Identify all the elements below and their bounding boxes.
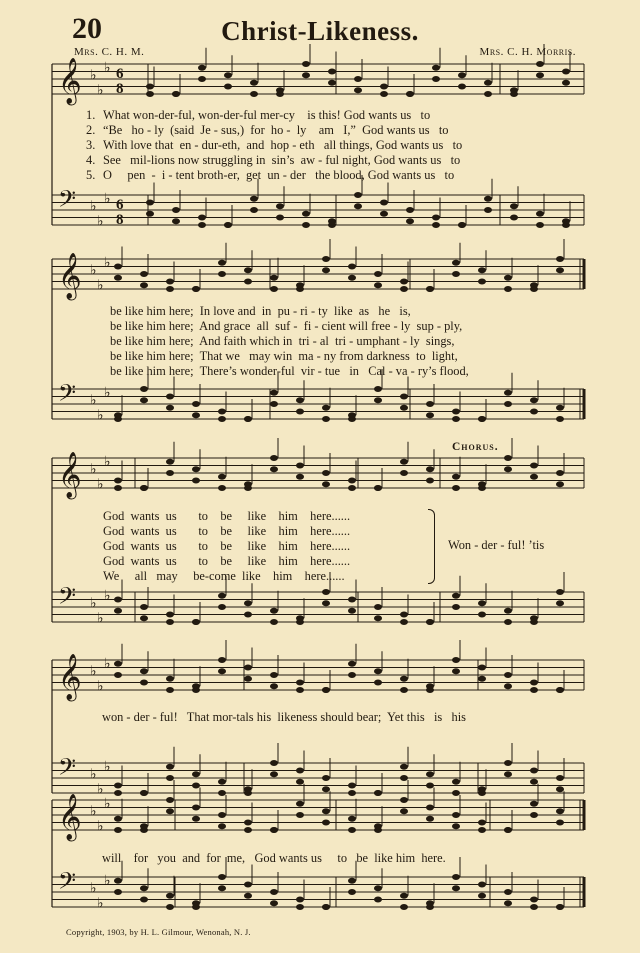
lyric-line: God wants us to be like him here...... — [103, 554, 351, 568]
svg-text:♭: ♭ — [97, 407, 104, 424]
chorus-label: Chorus. — [452, 441, 499, 453]
svg-text:𝄞: 𝄞 — [58, 794, 82, 840]
verse-number: 1. — [86, 108, 96, 122]
verse-number: 4. — [86, 153, 96, 167]
svg-text:8: 8 — [116, 81, 124, 97]
verse-brace — [428, 509, 435, 584]
svg-text:𝄢: 𝄢 — [58, 379, 77, 412]
words-credit: Mrs. C. H. M. — [74, 46, 145, 58]
svg-text:♭: ♭ — [104, 872, 111, 889]
svg-text:♭: ♭ — [104, 254, 111, 271]
hymn-title: Christ-Likeness. — [221, 16, 419, 46]
svg-text:♭: ♭ — [104, 59, 111, 76]
lyric-line: be like him here; And grace all suf - fi - cient will free - ly sup - ply, — [110, 319, 463, 333]
svg-text:♭: ♭ — [90, 880, 97, 897]
svg-text:♭: ♭ — [97, 82, 104, 99]
verse-number: 2. — [86, 123, 96, 137]
lyric-line: be like him here; There’s wonder-ful vir - tue in Cal - va - ry’s flood, — [110, 364, 469, 378]
svg-text:♭: ♭ — [104, 587, 111, 604]
chorus-intro-lyric: Won - der - ful! ’tis — [448, 538, 545, 552]
svg-text:♭: ♭ — [97, 678, 104, 695]
lyric-line: What won-der-ful, won-der-ful mer-cy is this! God wants us to — [103, 108, 431, 122]
svg-text:8: 8 — [116, 212, 124, 228]
svg-text:♭: ♭ — [97, 895, 104, 912]
svg-text:♭: ♭ — [90, 803, 97, 820]
svg-text:𝄢: 𝄢 — [58, 753, 77, 786]
svg-text:♭: ♭ — [104, 190, 111, 207]
copyright-notice: Copyright, 1903, by H. L. Gilmour, Wenonah, N. J. — [66, 927, 251, 937]
chorus-lyric-line: will for you and for me, God wants us to be like him here. — [102, 851, 446, 865]
verse-number: 5. — [86, 168, 96, 182]
lyric-line: “Be ho - ly (said Je - sus,) for ho - ly am I,” God wants us to — [103, 123, 449, 137]
svg-text:𝄢: 𝄢 — [58, 582, 77, 615]
lyric-line: God wants us to be like him here...... — [103, 509, 351, 523]
hymn-number: 20 — [72, 12, 102, 45]
svg-text:𝄞: 𝄞 — [58, 654, 82, 700]
svg-text:♭: ♭ — [90, 461, 97, 478]
svg-text:♭: ♭ — [97, 277, 104, 294]
lyric-line: O pen - i - tent broth-er, get un - der the blood, God wants us to — [103, 168, 455, 182]
lyric-line: be like him here; In love and in pu - ri - ty like as he is, — [110, 304, 411, 318]
svg-text:𝄞: 𝄞 — [58, 58, 82, 104]
svg-text:♭: ♭ — [90, 766, 97, 783]
svg-text:6: 6 — [116, 197, 124, 213]
svg-text:♭: ♭ — [97, 213, 104, 230]
lyric-line: God wants us to be like him here...... — [103, 524, 351, 538]
verse-number: 3. — [86, 138, 96, 152]
svg-text:♭: ♭ — [90, 392, 97, 409]
svg-text:𝄞: 𝄞 — [58, 253, 82, 299]
svg-text:♭: ♭ — [90, 262, 97, 279]
lyric-line: With love that en - dur-eth, and hop - eth all things, God wants us to — [103, 138, 463, 152]
svg-text:♭: ♭ — [97, 610, 104, 627]
svg-text:♭: ♭ — [90, 663, 97, 680]
svg-text:♭: ♭ — [90, 198, 97, 215]
music-credit: Mrs. C. H. Morris. — [479, 46, 576, 58]
svg-text:♭: ♭ — [104, 453, 111, 470]
svg-text:♭: ♭ — [104, 655, 111, 672]
lyric-line: God wants us to be like him here...... — [103, 539, 351, 553]
lyric-line: be like him here; That we may win ma - ny from darkness to light, — [110, 349, 458, 363]
lyric-line: be like him here; And faith which in tri - al tri - umphant - ly sings, — [110, 334, 455, 348]
svg-text:♭: ♭ — [97, 781, 104, 798]
svg-text:♭: ♭ — [104, 795, 111, 812]
lyric-line: We all may be-come like him here...... — [103, 569, 345, 583]
svg-text:♭: ♭ — [90, 67, 97, 84]
svg-text:♭: ♭ — [97, 476, 104, 493]
svg-text:♭: ♭ — [104, 384, 111, 401]
chorus-lyric-line: won - der - ful! That mor-tals his likeness should bear; Yet this is his — [102, 710, 466, 724]
lyric-line: See mil-lions now struggling in sin’s aw - ful night, God wants us to — [103, 153, 461, 167]
svg-text:♭: ♭ — [90, 595, 97, 612]
svg-text:♭: ♭ — [104, 758, 111, 775]
svg-text:𝄢: 𝄢 — [58, 867, 77, 900]
svg-text:𝄢: 𝄢 — [58, 185, 77, 218]
svg-text:𝄞: 𝄞 — [58, 452, 82, 498]
svg-text:♭: ♭ — [97, 818, 104, 835]
svg-text:6: 6 — [116, 66, 124, 82]
